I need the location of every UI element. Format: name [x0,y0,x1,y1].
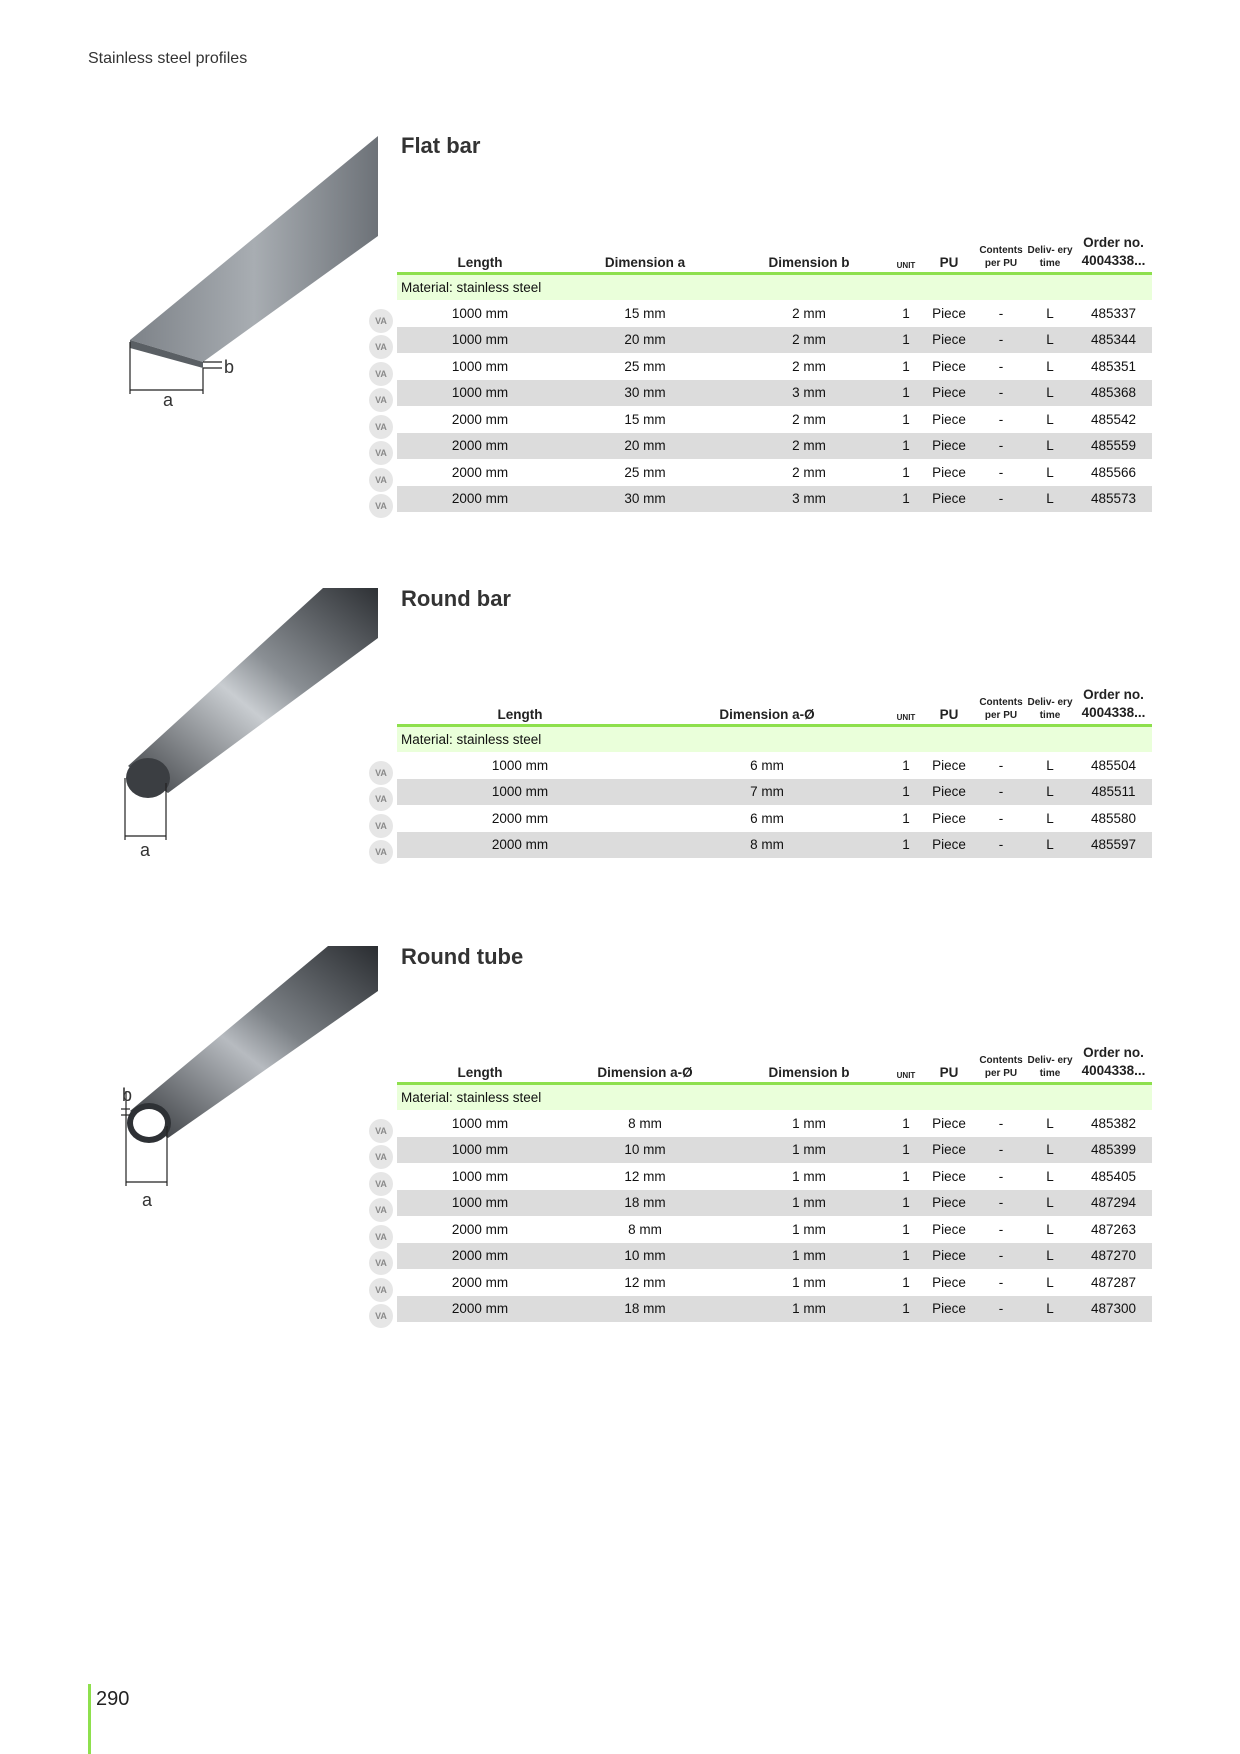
table-cell: L [1046,1115,1054,1131]
table-cell: 485368 [1075,380,1152,407]
table-cell: 2 mm [727,327,891,354]
table-cell: L [1025,1296,1075,1323]
table-cell: 1 mm [727,1296,891,1323]
table-cell: L [1025,832,1075,859]
table-cell: 485399 [1075,1137,1152,1164]
table-cell: 18 mm [563,1296,727,1323]
table-cell: 1 mm [727,1243,891,1270]
col-unit: UNIT [896,261,916,270]
table-cell: 1 [902,1274,910,1290]
col-length: Length [457,255,503,270]
col-dimension-a: Dimension a [604,255,686,270]
col-order-no: Order no. 4004338... [1081,235,1146,268]
table-cell: 10 mm [563,1243,727,1270]
table-cell: - [977,1243,1025,1270]
table-row [397,779,1152,806]
table-cell: L [1025,1137,1075,1164]
table-row [397,353,1152,380]
table-cell: - [998,464,1004,480]
round-tube-image [118,946,383,1221]
table-cell: - [977,779,1025,806]
va-badge-icon: VA [369,468,393,492]
table-cell: 485511 [1075,779,1152,806]
table-cell: - [977,1190,1025,1217]
table-row [397,486,1152,513]
table-cell: 2 mm [792,411,826,427]
table-cell: 485382 [1090,1115,1137,1131]
table-cell: 6 mm [750,757,784,773]
table-row [397,832,1152,859]
va-badge-icon: VA [369,335,393,359]
table-cell: Piece [932,1221,966,1237]
table-cell: 1000 mm [451,1115,509,1131]
table-cell: - [998,1221,1004,1237]
va-badge-icon: VA [369,441,393,465]
table-cell: 1 [902,411,910,427]
col-unit: UNIT [896,1071,916,1080]
table-cell: 1000 mm [451,305,509,321]
table-cell: 1 [891,327,921,354]
table-row [397,380,1152,407]
va-badge-icon: VA [369,388,393,412]
table-cell: 1000 mm [451,358,509,374]
table-cell: 1000 mm [397,380,563,407]
va-badge-icon: VA [369,415,393,439]
table-cell: Piece [921,1296,977,1323]
table-cell: 1 [902,358,910,374]
table-cell: 485597 [1075,832,1152,859]
table-cell: 1 [902,1115,910,1131]
diagram-label-b: b [122,1085,133,1105]
table-cell: L [1046,464,1054,480]
table-cell: Piece [921,832,977,859]
table-cell: 1 [891,1137,921,1164]
table-row [397,327,1152,354]
table-cell: - [998,305,1004,321]
table-cell: 1 mm [792,1274,826,1290]
table-cell: - [998,1274,1004,1290]
table-cell: Piece [932,411,966,427]
table-cell: 1 [891,1296,921,1323]
table-cell: Piece [932,1168,966,1184]
material-row [397,726,1152,753]
col-order-no: Order no. 4004338... [1081,1045,1146,1078]
table-cell: 485344 [1075,327,1152,354]
table-cell: 12 mm [624,1274,666,1290]
table-cell: 25 mm [624,464,666,480]
table-cell: 1 [891,832,921,859]
table-cell: 485559 [1075,433,1152,460]
table-cell: L [1046,1168,1054,1184]
table-cell: Piece [932,358,966,374]
col-contents: Contents per PU [979,697,1023,721]
material-label: Material: stainless steel [397,274,1152,301]
table-cell: Piece [932,305,966,321]
table-cell: 2 mm [792,358,826,374]
table-cell: Piece [932,757,966,773]
table-cell: 18 mm [563,1190,727,1217]
va-badge-icon: VA [369,309,393,333]
table-cell: L [1025,1243,1075,1270]
col-dimension-b: Dimension b [768,1065,850,1080]
table-cell: 10 mm [563,1137,727,1164]
table-cell: 485504 [1090,757,1137,773]
page-header: Stainless steel profiles [88,50,248,67]
table-cell: - [977,327,1025,354]
table-cell: 487263 [1090,1221,1137,1237]
table-cell: 3 mm [727,486,891,513]
table-cell: 487287 [1090,1274,1137,1290]
table-cell: 2000 mm [451,1221,509,1237]
table-cell: 1000 mm [491,757,549,773]
table-cell: Piece [932,1115,966,1131]
round-bar-table [397,686,1152,858]
table-cell: L [1025,380,1075,407]
table-cell: 485351 [1090,358,1137,374]
table-cell: - [998,1168,1004,1184]
round-bar-image [118,588,383,863]
table-row [397,300,1152,327]
table-cell: Piece [921,380,977,407]
section-title-round-bar: Round bar [401,586,511,611]
col-dimension-a-diameter: Dimension a-Ø [719,707,815,722]
flat-bar-image [118,136,383,416]
table-cell: 485573 [1075,486,1152,513]
table-cell: 3 mm [727,380,891,407]
table-cell: - [977,832,1025,859]
table-cell: 2 mm [792,305,826,321]
table-cell: 485542 [1090,411,1137,427]
table-cell: Piece [921,779,977,806]
table-cell: 1 [891,433,921,460]
table-cell: 1 [902,305,910,321]
table-row [397,1296,1152,1323]
table-cell: 1 mm [727,1190,891,1217]
table-cell: 2000 mm [397,433,563,460]
col-delivery: Deliv- ery time [1027,1055,1073,1079]
table-cell: 1000 mm [397,1190,563,1217]
table-cell: 2000 mm [397,832,643,859]
table-cell: 1 [891,1243,921,1270]
table-cell: 20 mm [563,327,727,354]
table-row [397,1163,1152,1190]
va-badge-icon: VA [369,362,393,386]
table-cell: 8 mm [628,1115,662,1131]
table-cell: 15 mm [624,411,666,427]
table-row [397,1243,1152,1270]
table-cell: 2000 mm [397,1296,563,1323]
table-cell: 2000 mm [451,1274,509,1290]
table-cell: L [1025,327,1075,354]
table-cell: 1 [891,380,921,407]
table-cell: 8 mm [628,1221,662,1237]
col-order-no: Order no. 4004338... [1081,687,1146,720]
table-cell: - [998,1115,1004,1131]
table-cell: - [977,1296,1025,1323]
table-row [397,805,1152,832]
table-cell: 1000 mm [397,779,643,806]
table-cell: Piece [921,1190,977,1217]
table-cell: 1 mm [792,1168,826,1184]
table-row [397,1269,1152,1296]
diagram-label-a: a [140,840,151,860]
table-cell: L [1046,358,1054,374]
material-label: Material: stainless steel [397,1084,1152,1111]
table-cell: L [1046,305,1054,321]
table-cell: Piece [921,1243,977,1270]
table-cell: 487300 [1075,1296,1152,1323]
section-title-round-tube: Round tube [401,944,524,969]
table-row [397,1110,1152,1137]
table-cell: 20 mm [563,433,727,460]
section-title-flat-bar: Flat bar [401,133,481,158]
va-badge-icon: VA [369,1225,393,1249]
table-cell: 1000 mm [451,1168,509,1184]
table-row [397,459,1152,486]
round-tube-table [397,1044,1152,1322]
table-cell: 1 mm [792,1221,826,1237]
table-row [397,433,1152,460]
table-cell: - [977,1137,1025,1164]
table-row [397,1137,1152,1164]
table-cell: 485580 [1090,810,1137,826]
table-cell: 6 mm [750,810,784,826]
col-dimension-b: Dimension b [768,255,850,270]
va-badge-icon: VA [369,840,393,864]
table-cell: - [977,433,1025,460]
table-cell: 1 [891,486,921,513]
table-cell: - [998,358,1004,374]
col-length: Length [497,707,543,722]
table-row [397,1216,1152,1243]
table-cell: Piece [921,433,977,460]
col-dimension-a-diameter: Dimension a-Ø [597,1065,693,1080]
va-badge-icon: VA [369,1251,393,1275]
flat-bar-table [397,234,1152,512]
table-cell: 1000 mm [397,327,563,354]
diagram-label-b: b [224,357,235,377]
table-cell: 1 [902,810,910,826]
table-cell: 485405 [1090,1168,1137,1184]
table-cell: 12 mm [624,1168,666,1184]
va-badge-icon: VA [369,494,393,518]
table-cell: 1 [902,1221,910,1237]
table-cell: 8 mm [643,832,891,859]
material-row [397,1084,1152,1111]
page-number-bar [88,1684,91,1754]
col-contents: Contents per PU [979,1055,1023,1079]
va-badge-icon: VA [369,761,393,785]
col-delivery: Deliv- ery time [1027,697,1073,721]
table-cell: L [1046,1221,1054,1237]
table-cell: Piece [932,1274,966,1290]
table-cell: L [1046,1274,1054,1290]
va-badge-icon: VA [369,787,393,811]
table-cell: L [1046,810,1054,826]
material-row [397,274,1152,301]
table-cell: 1000 mm [397,1137,563,1164]
table-cell: 487270 [1075,1243,1152,1270]
table-cell: 2 mm [727,433,891,460]
table-cell: Piece [932,810,966,826]
table-cell: 1 mm [792,1115,826,1131]
table-cell: L [1025,779,1075,806]
table-cell: L [1046,757,1054,773]
table-cell: 1 [891,779,921,806]
table-cell: 1 [891,1190,921,1217]
diagram-label-a: a [142,1190,153,1210]
table-cell: L [1046,411,1054,427]
table-cell: Piece [921,327,977,354]
table-cell: 485566 [1090,464,1137,480]
table-cell: - [977,486,1025,513]
table-cell: 30 mm [563,380,727,407]
page-number: 290 [96,1688,130,1710]
material-label: Material: stainless steel [397,726,1152,753]
table-row [397,1190,1152,1217]
col-length: Length [457,1065,503,1080]
table-cell: 1 [902,757,910,773]
table-cell: - [977,380,1025,407]
table-cell: - [998,810,1004,826]
table-cell: 1 [902,464,910,480]
table-cell: 487294 [1075,1190,1152,1217]
table-cell: Piece [921,1137,977,1164]
table-cell: 2000 mm [451,411,509,427]
col-delivery: Deliv- ery time [1027,245,1073,269]
table-cell: 485337 [1090,305,1137,321]
diagram-label-a: a [163,390,174,410]
table-cell: L [1025,1190,1075,1217]
col-unit: UNIT [896,713,916,722]
table-cell: - [998,411,1004,427]
va-badge-icon: VA [369,1145,393,1169]
va-badge-icon: VA [369,1304,393,1328]
table-cell: 1 [902,1168,910,1184]
table-cell: 2000 mm [491,810,549,826]
col-pu: PU [939,707,959,722]
table-cell: 2 mm [792,464,826,480]
va-badge-icon: VA [369,1198,393,1222]
va-badge-icon: VA [369,814,393,838]
table-cell: - [998,757,1004,773]
table-cell: 15 mm [624,305,666,321]
table-cell: 2000 mm [451,464,509,480]
va-badge-icon: VA [369,1278,393,1302]
table-cell: Piece [932,464,966,480]
table-cell: 7 mm [643,779,891,806]
va-badge-icon: VA [369,1172,393,1196]
table-cell: 30 mm [563,486,727,513]
va-badge-icon: VA [369,1119,393,1143]
table-row [397,752,1152,779]
col-pu: PU [939,1065,959,1080]
col-pu: PU [939,255,959,270]
table-cell: 25 mm [624,358,666,374]
table-row [397,406,1152,433]
table-cell: L [1025,433,1075,460]
table-cell: 1 mm [727,1137,891,1164]
table-cell: 2000 mm [397,486,563,513]
table-cell: Piece [921,486,977,513]
table-cell: 2000 mm [397,1243,563,1270]
table-cell: L [1025,486,1075,513]
col-contents: Contents per PU [979,245,1023,269]
